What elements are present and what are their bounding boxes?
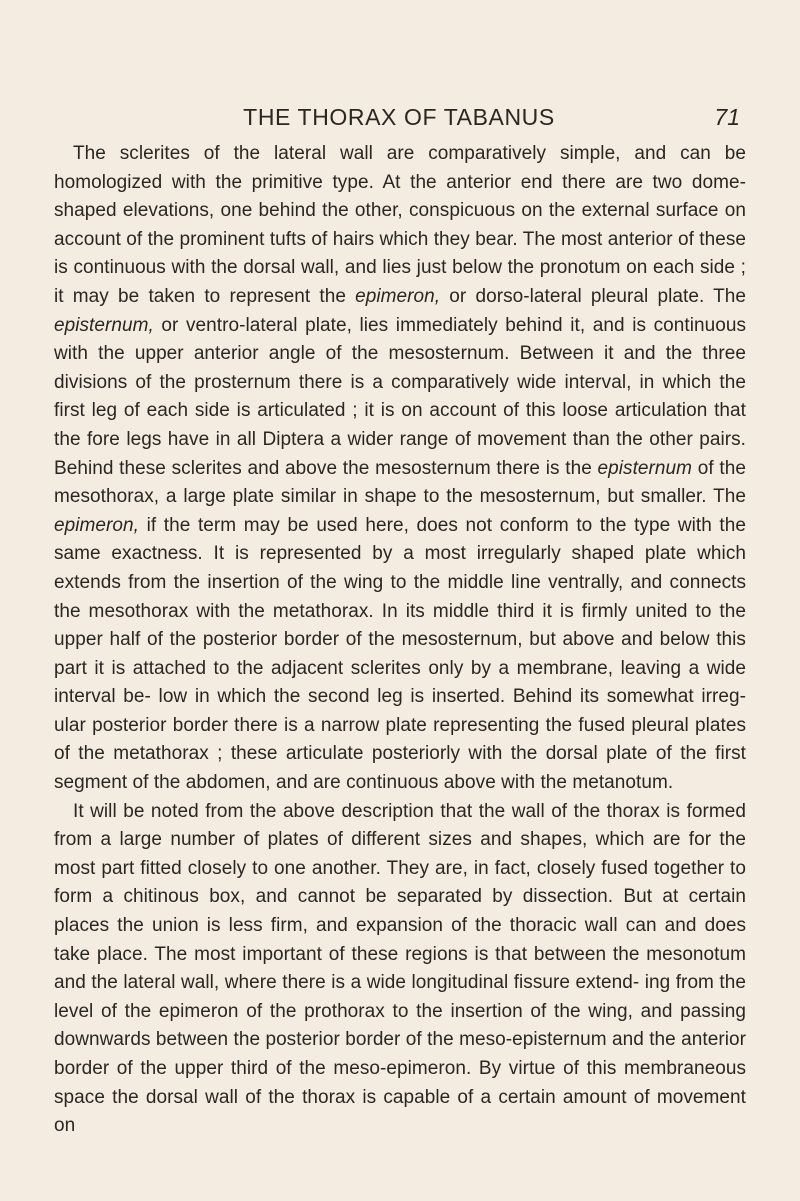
italic-term: episternum — [597, 457, 693, 479]
text-run: if the term may be used here, does not conform to the type with the same exactness. It is represented by a most irregularly shaped plate which extends from the insertion of the wing to the middle line ventrally, and connects the mesothorax with the metathorax. In its middle third it is firmly united to the upper half of the posterior border of the mesosternum, but above and below this part it is attached to the adjacent sclerites only by a membrane, leaving a wide interval be- low in which the second leg is inserted. Behind its somewhat irreg- ular posterior border there is a narrow plate representing the fused pleural plates of the metathorax ; these articulate posteriorly with the dorsal plate of the first segment of the abdomen, and are continuous above with the metanotum. — [54, 514, 746, 794]
page-header — [54, 100, 744, 134]
text-run: of the mesothorax, a large plate similar in shape to the mesosternum, but smaller. The — [54, 457, 746, 508]
text-run: It will be noted from the above description that the wall of the thorax is formed from a large number of plates of different sizes and shapes, which are for the most part fitted closely to one another. They are, in fact, closely fused together to form a chitinous box, and cannot be separated by dissection. But at certain places the union is less firm, and expansion of the thoracic wall can and does take place. The most important of these regions is that between the mesonotum and the lateral wall, where there is a wide longitudinal fissure extend- ing from the level of the epimeron of the prothorax to the insertion of the wing, and passing downwards between the posterior border of the meso-episternum and the anterior border of the upper third of the meso-epimeron. By virtue of this membraneous space the dorsal wall of the thorax is capable of a certain amount of movement on — [54, 800, 746, 1137]
text-run: or dorso-lateral pleural plate. The — [440, 285, 747, 307]
body-text — [54, 140, 746, 1141]
paragraph-1 — [54, 140, 746, 798]
italic-term: epimeron, — [54, 514, 139, 536]
italic-term: epimeron, — [355, 285, 441, 307]
italic-term: episternum, — [54, 314, 154, 336]
paragraph-2 — [54, 798, 746, 1141]
text-run: The sclerites of the lateral wall are comparatively simple, and can be homologized with the primitive type. At the anterior end there are two dome-shaped elevations, one behind the other, conspicuous on the external surface on account of the prominent tufts of hairs which they bear. The most anterior of these is continuous with the dorsal wall, and lies just below the pronotum on each side ; it may be taken to represent the — [54, 143, 746, 307]
text-run: or ventro-lateral plate, lies immediately behind it, and is continuous with the upper anterior angle of the mesosternum. Between it and the three divisions of the prosternum there is a comparatively wide interval, in which the first leg of each side is articulated ; it is on account of this loose articulation that the fore legs have in all Diptera a wider range of movement than the other pairs. Behind these sclerites and above the mesosternum there is the — [54, 314, 746, 479]
page-number: 71 — [714, 104, 740, 130]
running-title: THE THORAX OF TABANUS — [243, 104, 555, 130]
